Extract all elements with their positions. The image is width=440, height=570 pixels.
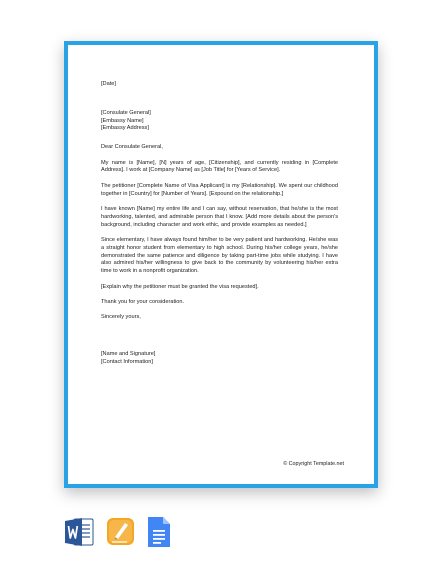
recipient-line: [Consulate General]: [101, 109, 151, 116]
salutation: Dear Consulate General,: [101, 144, 163, 151]
copyright-text: © Copyright Template.net: [283, 461, 344, 467]
paragraph: Since elementary, I have always found him/her to be very patient and hardworking. He/she was a straight honor student from elementary to high school. During his/her college years, he/she demonstrated the same patience and diligence by taking part-time jobs while studying. I have also admired his/her willingness to give back to the community by volunteering his/her extra time to work in a nonprofit organization.: [101, 236, 338, 275]
document-preview: [64, 41, 378, 488]
closing: Sincerely yours,: [101, 314, 141, 321]
date-line: [Date]: [101, 81, 116, 87]
paragraph: Thank you for your consideration.: [101, 298, 185, 305]
pages-icon[interactable]: [105, 516, 135, 548]
paragraph: [Explain why the petitioner must be granted the visa requested].: [101, 283, 259, 290]
recipient-line: [Embassy Name]: [101, 117, 144, 124]
paragraph: The petitioner [Complete Name of Visa Applicant] is my [Relationship]. We spent our childhood together in [Country] for [Number of Years]. [Expound on the relationship.]: [101, 182, 338, 197]
signature-line: [Contact Information]: [101, 358, 153, 365]
signature-line: [Name and Signature]: [101, 351, 156, 358]
google-docs-icon[interactable]: [144, 516, 174, 548]
paragraph: My name is [Name], [N] years of age, [Citizenship], and currently residing in [Complete Address]. I work at [Company Name] as [Job Title] for [Years of Service].: [101, 159, 338, 174]
word-icon[interactable]: [64, 516, 94, 548]
letter-body: [101, 81, 338, 367]
recipient-line: [Embassy Address]: [101, 125, 149, 132]
paragraph: I have known [Name] my entire life and I can say, without reservation, that he/she is the most hardworking, talented, and admirable person that I know. [Add more details about the person's background, including character and work ethic, and provide examples as needed.]: [101, 205, 338, 228]
